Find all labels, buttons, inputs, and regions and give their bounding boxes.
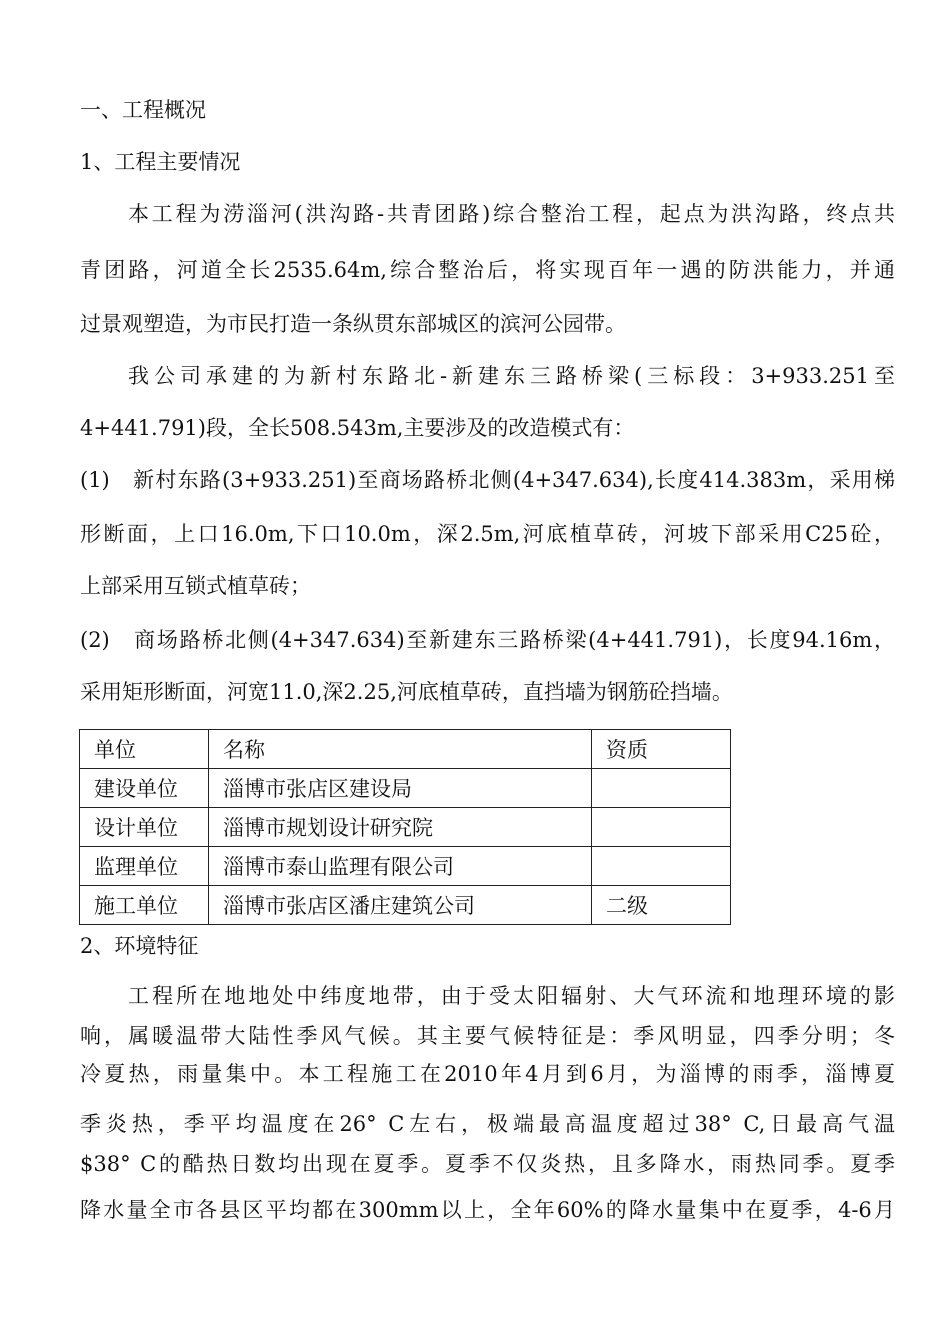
paragraph-line: 季炎热，季平均温度在26° C左右，极端最高温度超过38° C,日最高气温 [80,1112,895,1136]
section-heading: 一、工程概况 [80,98,206,122]
table-row [80,769,731,808]
subsection-title-1: 1、工程主要情况 [80,150,241,174]
table-cell: 监理单位 [80,847,209,886]
list-item-line: 上部采用互锁式植草砖； [80,574,311,598]
table-header-cell: 名称 [209,730,592,769]
table-cell [592,808,731,847]
table-cell: 淄博市规划设计研究院 [209,808,592,847]
table-cell [592,847,731,886]
table-header-cell: 单位 [80,730,209,769]
list-item-line: (1) 新村东路(3+933.251)至商场路桥北侧(4+347.634),长度414.383m，采用梯 [80,468,895,492]
table-cell: 建设单位 [80,769,209,808]
units-table [79,729,731,925]
paragraph-line: 青团路，河道全长2535.64m,综合整治后，将实现百年一遇的防洪能力，并通 [80,258,895,282]
table-cell [592,769,731,808]
table-cell: 淄博市泰山监理有限公司 [209,847,592,886]
table-row [80,847,731,886]
paragraph-line: 我公司承建的为新村东路北-新建东三路桥梁(三标段：3+933.251至 [128,364,895,388]
table-header-cell: 资质 [592,730,731,769]
paragraph-line: $38° C的酷热日数均出现在夏季。夏季不仅炎热，且多降水，雨热同季。夏季 [80,1152,895,1176]
table-row [80,886,731,925]
table-cell: 淄博市张店区建设局 [209,769,592,808]
paragraph-line: 降水量全市各县区平均都在300mm以上，全年60%的降水量集中在夏季，4-6月 [80,1198,895,1222]
table-row [80,808,731,847]
paragraph-line: 过景观塑造，为市民打造一条纵贯东部城区的滨河公园带。 [80,312,626,336]
list-item-line: 形断面，上口16.0m,下口10.0m，深2.5m,河底植草砖，河坡下部采用C25砼， [80,522,895,546]
table-header-row [80,730,731,769]
paragraph-line: 4+441.791)段，全长508.543m,主要涉及的改造模式有： [80,416,635,440]
paragraph-line: 本工程为涝淄河(洪沟路-共青团路)综合整治工程，起点为洪沟路，终点共 [128,202,895,226]
paragraph-line: 工程所在地地处中纬度地带，由于受太阳辐射、大气环流和地理环境的影 [128,984,895,1008]
table-cell: 二级 [592,886,731,925]
subsection-title-2: 2、环境特征 [80,934,199,958]
table-cell: 施工单位 [80,886,209,925]
table-cell: 设计单位 [80,808,209,847]
paragraph-line: 冷夏热，雨量集中。本工程施工在2010年4月到6月，为淄博的雨季，淄博夏 [80,1062,895,1086]
paragraph-line: 响，属暖温带大陆性季风气候。其主要气候特征是：季风明显，四季分明；冬 [80,1024,895,1048]
list-item-line: (2) 商场路桥北侧(4+347.634)至新建东三路桥梁(4+441.791)，长度94.16m， [80,628,895,652]
list-item-line: 采用矩形断面，河宽11.0,深2.25,河底植草砖，直挡墙为钢筋砼挡墙。 [80,680,733,704]
table-cell: 淄博市张店区潘庄建筑公司 [209,886,592,925]
